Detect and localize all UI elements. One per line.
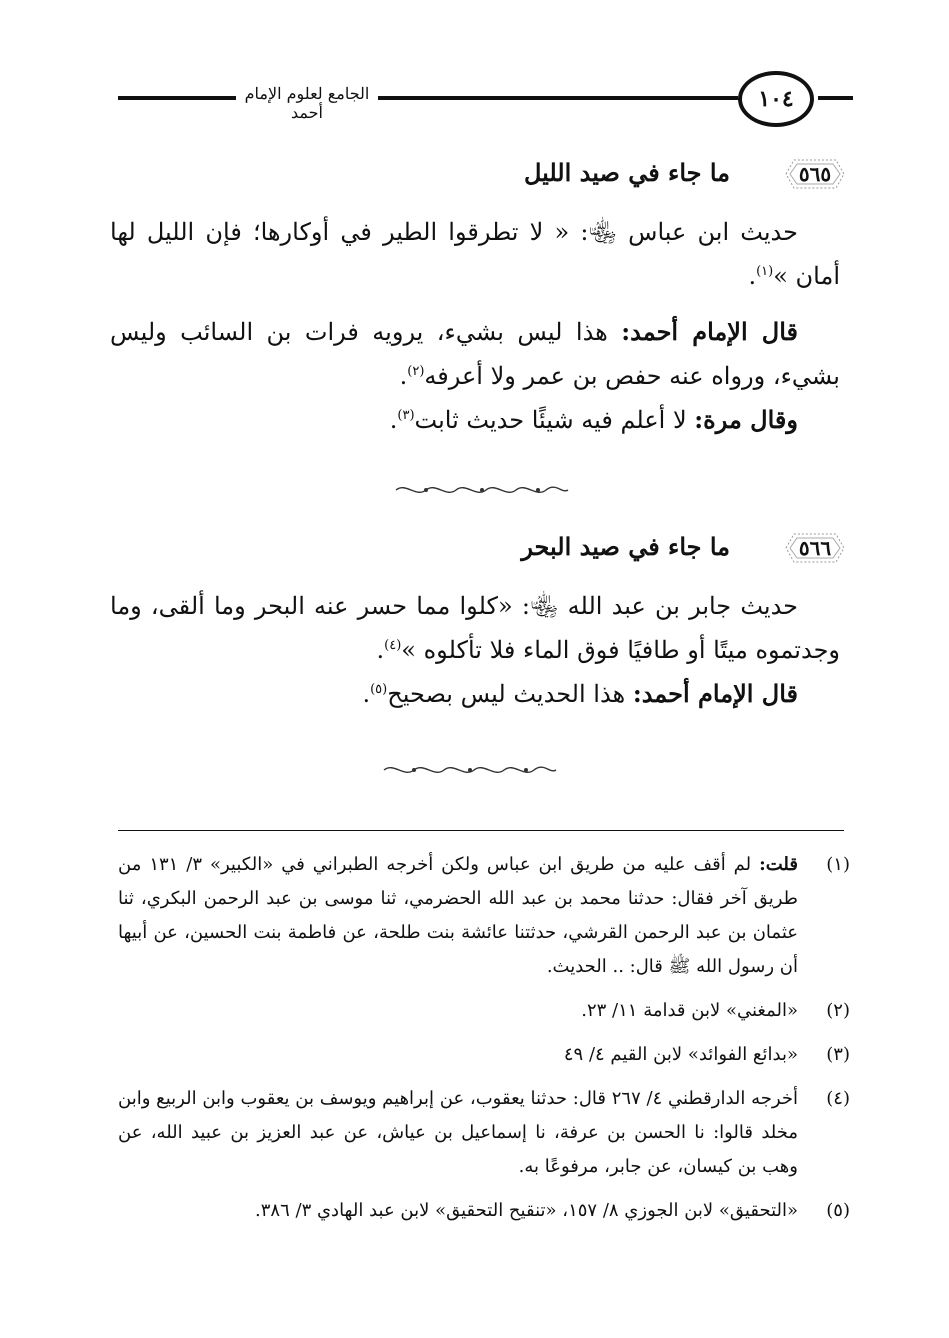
footnote-item <box>118 848 850 984</box>
footnote-separator <box>118 830 844 831</box>
header-rule <box>818 96 853 100</box>
footnote-text: «بدائع الفوائد» لابن القيم ٤/ ٤٩ <box>563 1044 798 1065</box>
section-566 <box>110 526 850 716</box>
footnote-number: (٣) <box>826 1044 850 1065</box>
section-number: ٥٦٦ <box>798 536 832 560</box>
opinion-text: لا أعلم فيه شيئًا حديث ثابت <box>414 406 695 434</box>
opinion-paragraph: قال الإمام أحمد: هذا الحديث ليس بصحيح$^{(٥)}$. <box>362 679 798 708</box>
book-title: الجامع لعلوم الإمام أحمد <box>244 84 370 122</box>
footnote-number: (٢) <box>826 1000 850 1021</box>
divider-ornament-icon <box>392 482 572 498</box>
opinion-lead: قال الإمام أحمد: <box>632 679 798 708</box>
footnote-text: «المغني» لابن قدامة ١١/ ٢٣. <box>581 1000 798 1021</box>
opinion-lead: وقال مرة: <box>694 405 798 434</box>
hadith-text: حديث ابن عباس ﵄: « لا تطرقوا الطير في أوكارها؛ فإن الليل لها أمان » <box>110 218 840 290</box>
footnotes <box>118 848 850 1238</box>
section-number-badge <box>780 154 850 194</box>
page-number: ١٠٤ <box>738 71 814 127</box>
footnote-number: (٤) <box>826 1088 850 1109</box>
hadith-text: حديث جابر بن عبد الله ﵄: «كلوا مما حسر عنه البحر وما ألقى، وما وجدتموه ميتًا أو طافيًا فوق الماء فلا تأكلوه » <box>110 592 840 664</box>
section-title: ما جاء في صيد البحر <box>521 532 730 561</box>
footnote-item <box>118 994 850 1028</box>
footnote-text: أخرجه الدارقطني ٤/ ٢٦٧ قال: حدثنا يعقوب، عن إبراهيم ويوسف بن يعقوب وابن الربيع وابن مخلد قالوا: نا الحسن بن عرفة، نا إسماعيل بن عياش، عن عبد العزيز بن عبيد الله، عن وهب بن كيسان، عن جابر، مرفوعًا به. <box>118 1088 798 1177</box>
footnote-lead: قلت: <box>759 854 798 875</box>
footnote-number: (٥) <box>826 1200 850 1221</box>
section-heading <box>110 152 850 202</box>
opinion-paragraph: قال الإمام أحمد: هذا ليس بشيء، يرويه فرات بن السائب وليس بشيء، ورواه عنه حفص بن عمر ولا أعرفه$^{(٢)}$. <box>110 317 840 390</box>
footnote-item <box>118 1194 850 1228</box>
header-rule <box>378 96 738 100</box>
header-rule <box>118 96 236 100</box>
section-number: ٥٦٥ <box>798 162 832 186</box>
hadith-paragraph: حديث جابر بن عبد الله ﵄: «كلوا مما حسر عنه البحر وما ألقى، وما وجدتموه ميتًا أو طافيًا فوق الماء فلا تأكلوه »$^{(٤)}$. <box>110 592 840 664</box>
footnote-ref[interactable]: (٥) <box>370 682 388 697</box>
footnote-item <box>118 1082 850 1184</box>
footnote-ref[interactable]: (٢) <box>407 364 425 379</box>
footnote-ref[interactable]: (١) <box>756 264 774 279</box>
section-number-badge <box>780 528 850 568</box>
opinion-text: هذا الحديث ليس بصحيح <box>387 680 633 708</box>
section-heading <box>110 526 850 576</box>
footnote-text: «التحقيق» لابن الجوزي ٨/ ١٥٧، «تنقيح التحقيق» لابن عبد الهادي ٣/ ٣٨٦. <box>255 1200 798 1221</box>
footnote-number: (١) <box>826 854 850 875</box>
section-565 <box>110 152 850 442</box>
footnote-text: لم أقف عليه من طريق ابن عباس ولكن أخرجه الطبراني في «الكبير» ٣/ ١٣١ من طريق آخر فقال: حدثنا محمد بن عبد الله الحضرمي، ثنا موسى بن عبد الرحمن البكري، ثنا عثمان بن عبد الرحمن القرشي، حدثتنا عائشة بنت طلحة، عن فاطمة بنت الحسين، عن أبيها أن رسول الله ﷺ قال: .. الحديث. <box>118 854 798 977</box>
footnote-ref[interactable]: (٣) <box>397 408 415 423</box>
opinion-text: هذا ليس بشيء، يرويه فرات بن السائب وليس بشيء، ورواه عنه حفص بن عمر ولا أعرفه <box>110 318 840 390</box>
divider-ornament-icon <box>380 762 560 778</box>
section-title: ما جاء في صيد الليل <box>523 158 730 187</box>
running-header <box>118 66 853 134</box>
opinion-paragraph: وقال مرة: لا أعلم فيه شيئًا حديث ثابت$^{(٣)}$. <box>389 405 798 434</box>
footnote-item <box>118 1038 850 1072</box>
opinion-lead: قال الإمام أحمد: <box>621 317 799 346</box>
hadith-paragraph: حديث ابن عباس ﵄: « لا تطرقوا الطير في أوكارها؛ فإن الليل لها أمان »$^{(١)}$. <box>110 218 840 290</box>
footnote-ref[interactable]: (٤) <box>384 638 402 653</box>
